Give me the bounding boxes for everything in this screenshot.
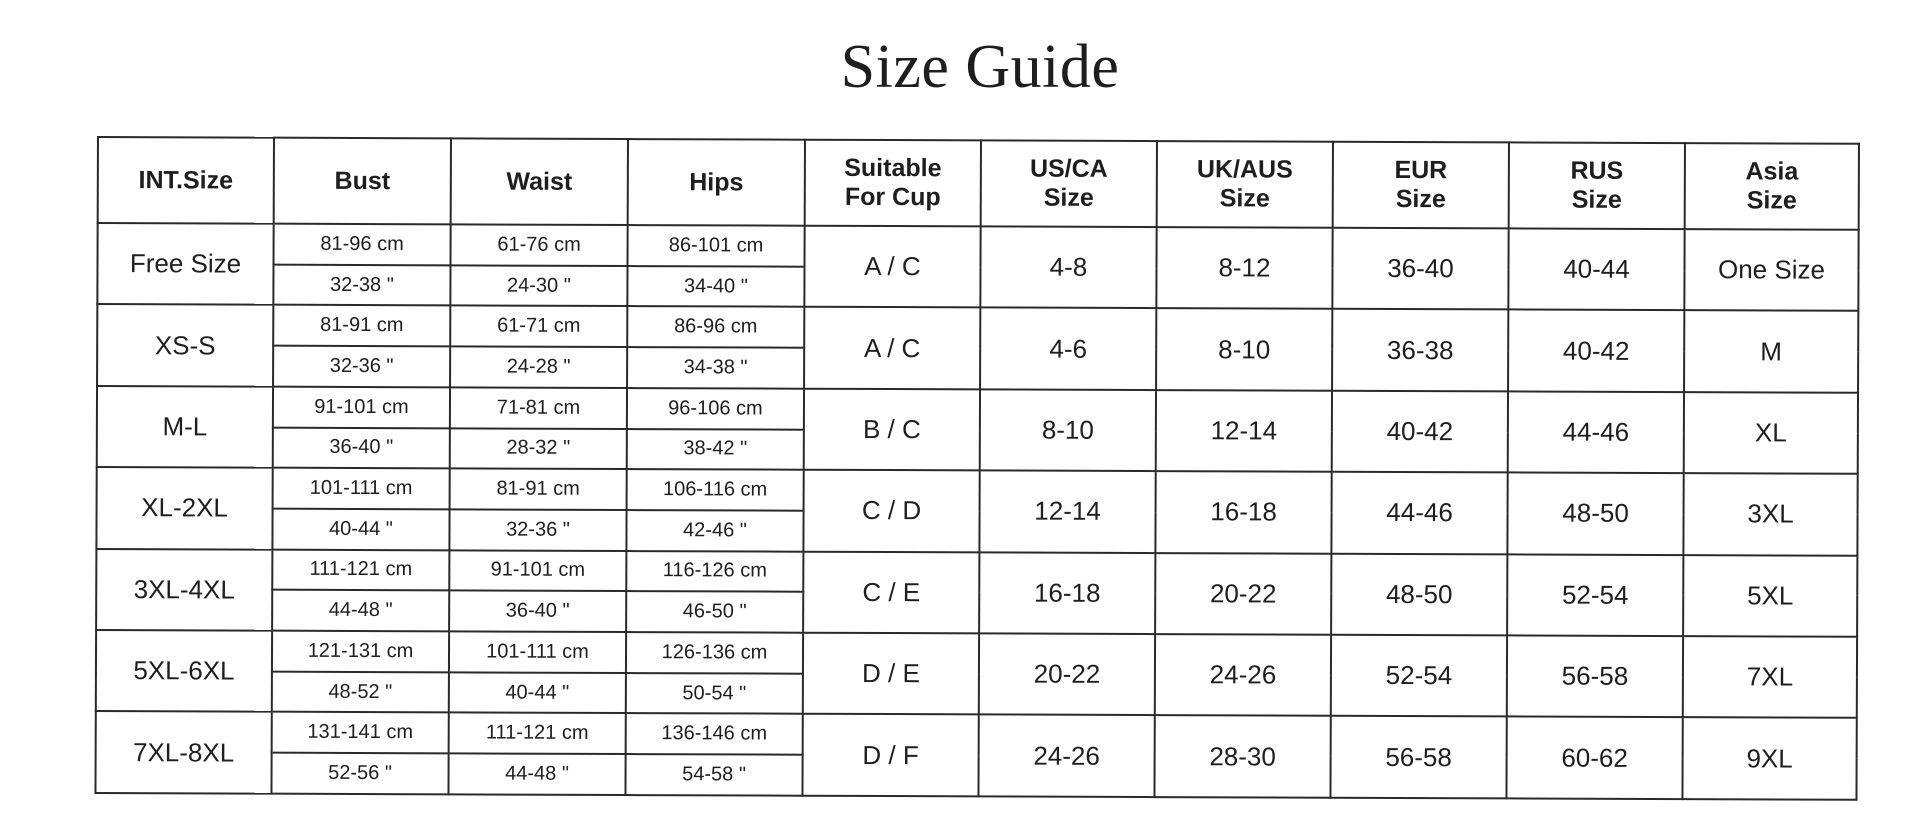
hips-cm-cell: 126-136 cm xyxy=(626,632,803,673)
bust-inch-cell: 40-44 " xyxy=(272,509,449,550)
int-size-cell: M-L xyxy=(97,386,273,468)
rus-size-cell: 56-58 xyxy=(1507,635,1683,717)
us-size-cell: 24-26 xyxy=(978,715,1154,797)
bust-inch-cell: 44-48 " xyxy=(272,590,449,631)
bust-cm-cell: 111-121 cm xyxy=(272,549,449,590)
asia-size-cell: M xyxy=(1684,311,1858,393)
uk-size-cell: 8-10 xyxy=(1156,308,1332,390)
asia-size-cell: XL xyxy=(1684,392,1858,474)
eur-size-cell: 44-46 xyxy=(1331,472,1507,554)
us-size-cell: 4-6 xyxy=(980,308,1156,390)
cup-cell: D / F xyxy=(802,714,978,796)
waist-cm-cell: 101-111 cm xyxy=(449,631,626,672)
int-size-cell: XL-2XL xyxy=(96,467,272,549)
uk-size-cell: 28-30 xyxy=(1154,716,1330,798)
header-rus-size: RUS Size xyxy=(1509,142,1685,229)
hips-inch-cell: 50-54 " xyxy=(626,673,803,714)
header-hips: Hips xyxy=(628,139,805,226)
waist-inch-cell: 32-36 " xyxy=(449,509,626,550)
cup-cell: B / C xyxy=(804,389,980,471)
us-size-cell: 20-22 xyxy=(979,633,1155,715)
rus-size-cell: 40-44 xyxy=(1508,228,1684,310)
cup-cell: D / E xyxy=(803,633,979,715)
us-size-cell: 12-14 xyxy=(979,471,1155,553)
bust-inch-cell: 52-56 " xyxy=(271,753,448,795)
size-table-container xyxy=(94,136,1858,801)
header-uk-size: UK/AUS Size xyxy=(1157,141,1333,228)
asia-size-cell: One Size xyxy=(1684,229,1858,311)
bust-cm-cell: 81-91 cm xyxy=(273,305,450,346)
asia-size-cell: 9XL xyxy=(1682,718,1856,800)
bust-cm-cell: 81-96 cm xyxy=(274,224,451,265)
eur-size-cell: 40-42 xyxy=(1332,391,1508,473)
uk-size-cell: 20-22 xyxy=(1155,553,1331,635)
int-size-cell: 5XL-6XL xyxy=(96,630,272,712)
bust-inch-cell: 32-36 " xyxy=(273,346,450,387)
cup-cell: A / C xyxy=(804,307,980,389)
header-waist: Waist xyxy=(451,138,628,225)
asia-size-cell: 5XL xyxy=(1683,555,1857,637)
header-asia-size: Asia Size xyxy=(1685,143,1859,230)
table-row xyxy=(97,304,1858,351)
cup-cell: C / D xyxy=(803,470,979,552)
us-size-cell: 16-18 xyxy=(979,552,1155,634)
bust-cm-cell: 121-131 cm xyxy=(272,631,449,672)
waist-inch-cell: 24-30 " xyxy=(450,265,627,306)
int-size-cell: 3XL-4XL xyxy=(96,549,272,631)
rus-size-cell: 60-62 xyxy=(1506,717,1682,799)
bust-cm-cell: 131-141 cm xyxy=(272,712,449,753)
header-us-size: US/CA Size xyxy=(981,140,1157,227)
table-row xyxy=(97,467,1858,514)
bust-cm-cell: 91-101 cm xyxy=(273,386,450,427)
size-guide-table xyxy=(94,136,1860,801)
header-eur-size: EUR Size xyxy=(1333,142,1509,229)
rus-size-cell: 48-50 xyxy=(1507,473,1683,555)
cup-cell: A / C xyxy=(804,226,980,308)
waist-inch-cell: 40-44 " xyxy=(449,672,626,713)
uk-size-cell: 12-14 xyxy=(1156,390,1332,472)
header-bust: Bust xyxy=(274,138,451,225)
table-row xyxy=(96,630,1857,677)
rus-size-cell: 40-42 xyxy=(1508,310,1684,392)
hips-inch-cell: 34-40 " xyxy=(627,266,804,307)
uk-size-cell: 8-12 xyxy=(1156,227,1332,309)
hips-inch-cell: 46-50 " xyxy=(626,591,803,632)
waist-cm-cell: 71-81 cm xyxy=(450,387,627,428)
waist-cm-cell: 61-76 cm xyxy=(451,224,628,265)
page-title: Size Guide xyxy=(840,33,1120,101)
table-row xyxy=(97,386,1858,433)
waist-inch-cell: 44-48 " xyxy=(448,753,625,795)
int-size-cell: Free Size xyxy=(97,223,273,305)
eur-size-cell: 36-40 xyxy=(1332,228,1508,310)
waist-cm-cell: 111-121 cm xyxy=(449,713,626,754)
asia-size-cell: 7XL xyxy=(1683,636,1857,718)
bust-cm-cell: 101-111 cm xyxy=(273,468,450,509)
waist-cm-cell: 61-71 cm xyxy=(450,306,627,347)
waist-cm-cell: 81-91 cm xyxy=(450,469,627,510)
waist-inch-cell: 24-28 " xyxy=(450,346,627,387)
us-size-cell: 8-10 xyxy=(980,389,1156,471)
eur-size-cell: 48-50 xyxy=(1331,553,1507,635)
bust-inch-cell: 48-52 " xyxy=(272,671,449,712)
eur-size-cell: 56-58 xyxy=(1330,716,1506,798)
rus-size-cell: 52-54 xyxy=(1507,554,1683,636)
hips-cm-cell: 106-116 cm xyxy=(627,469,804,510)
waist-cm-cell: 91-101 cm xyxy=(449,550,626,591)
bust-inch-cell: 36-40 " xyxy=(273,427,450,468)
header-int-size: INT.Size xyxy=(98,137,274,224)
int-size-cell: 7XL-8XL xyxy=(95,711,271,793)
table-body xyxy=(95,223,1858,800)
waist-inch-cell: 36-40 " xyxy=(449,591,626,632)
hips-inch-cell: 38-42 " xyxy=(627,429,804,470)
hips-cm-cell: 116-126 cm xyxy=(626,551,803,592)
table-row xyxy=(96,549,1857,596)
hips-inch-cell: 54-58 " xyxy=(625,754,802,796)
us-size-cell: 4-8 xyxy=(980,226,1156,308)
hips-cm-cell: 96-106 cm xyxy=(627,388,804,429)
hips-cm-cell: 86-96 cm xyxy=(627,306,804,347)
hips-cm-cell: 86-101 cm xyxy=(628,225,805,266)
asia-size-cell: 3XL xyxy=(1683,473,1857,555)
header-cup: Suitable For Cup xyxy=(805,140,981,227)
eur-size-cell: 52-54 xyxy=(1331,635,1507,717)
cup-cell: C / E xyxy=(803,551,979,633)
eur-size-cell: 36-38 xyxy=(1332,309,1508,391)
int-size-cell: XS-S xyxy=(97,304,273,386)
rus-size-cell: 44-46 xyxy=(1508,391,1684,473)
table-row xyxy=(98,223,1859,270)
bust-inch-cell: 32-38 " xyxy=(273,264,450,305)
waist-inch-cell: 28-32 " xyxy=(450,428,627,469)
table-row xyxy=(96,711,1857,758)
header-row xyxy=(98,137,1859,230)
hips-cm-cell: 136-146 cm xyxy=(626,713,803,754)
hips-inch-cell: 34-38 " xyxy=(627,347,804,388)
uk-size-cell: 16-18 xyxy=(1155,471,1331,553)
hips-inch-cell: 42-46 " xyxy=(626,510,803,551)
uk-size-cell: 24-26 xyxy=(1155,634,1331,716)
